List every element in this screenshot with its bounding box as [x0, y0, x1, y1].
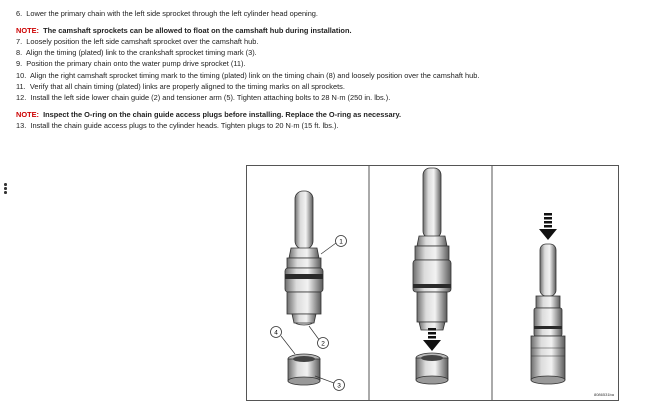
- note-label: NOTE:: [16, 25, 39, 35]
- step-number: 12.: [16, 92, 27, 102]
- note-o-ring: [16, 109, 636, 120]
- down-arrow-icon: [539, 213, 557, 240]
- figure-illustration: [247, 166, 618, 400]
- step-number: 6.: [16, 9, 23, 18]
- step-text: Install the chain guide access plugs to the cylinder heads. Tighten plugs to 20 N·m (15 ft. lbs.).: [30, 120, 339, 130]
- panel-1-plug: [285, 191, 323, 325]
- note-text: Inspect the O-ring on the chain guide access plugs before installing. Replace the O-ring as necessary.: [43, 109, 402, 119]
- step-text: Position the primary chain onto the water pump drive sprocket (11).: [26, 59, 246, 69]
- panel-3-plug-installed: [531, 244, 565, 384]
- svg-text:4: 4: [274, 329, 278, 337]
- step-7: [16, 36, 636, 47]
- step-9: [16, 58, 636, 69]
- step-number: 9.: [16, 59, 23, 69]
- svg-text:3: 3: [337, 382, 341, 390]
- callout-3: [334, 380, 345, 391]
- panel-1-housing: [288, 354, 320, 385]
- step-number: 10.: [16, 70, 27, 80]
- note-text: The camshaft sprockets can be allowed to float on the camshaft hub during installation.: [43, 25, 352, 35]
- step-8: [16, 47, 636, 58]
- step-13: [16, 120, 636, 131]
- step-number: 7.: [16, 36, 23, 46]
- step-text: Align the right camshaft sprocket timing mark to the timing (plated) link on the timing chain (8) and loosely position over the camshaft hub.: [29, 70, 480, 80]
- step-6: [16, 8, 636, 19]
- step-text: Loosely position the left side camshaft sprocket over the camshaft hub.: [26, 36, 259, 46]
- note-label: NOTE:: [16, 109, 39, 119]
- instruction-document: [16, 8, 636, 131]
- step-number: 8.: [16, 48, 23, 58]
- step-10: [16, 70, 636, 81]
- step-text: Install the left side lower chain guide (2) and tensioner arm (5). Tighten attaching bolts to 28 N·m (250 in. lbs.).: [30, 92, 391, 102]
- chain-guide-plug-figure: [246, 165, 619, 401]
- step-number: 11.: [16, 81, 26, 91]
- step-text: Lower the primary chain with the left side sprocket through the left cylinder head opening.: [26, 9, 318, 18]
- callout-2: [318, 338, 329, 349]
- more-vertical-icon[interactable]: [4, 183, 7, 195]
- svg-text:1: 1: [339, 238, 343, 246]
- svg-text:2: 2: [321, 340, 325, 348]
- callout-1: [336, 236, 347, 247]
- step-text: Verify that all chain timing (plated) links are properly aligned to the timing marks on all sprockets.: [29, 81, 345, 91]
- step-11: [16, 81, 636, 92]
- figure-id: 8086531ba: [593, 392, 614, 397]
- panel-2-plug: [413, 168, 451, 330]
- down-arrow-icon: [423, 328, 441, 351]
- panel-2-housing: [416, 353, 448, 384]
- step-number: 13.: [16, 120, 27, 130]
- callout-4: [271, 327, 282, 338]
- step-12: [16, 92, 636, 103]
- note-camshaft-float: [16, 25, 636, 36]
- step-text: Align the timing (plated) link to the crankshaft sprocket timing mark (3).: [25, 48, 257, 58]
